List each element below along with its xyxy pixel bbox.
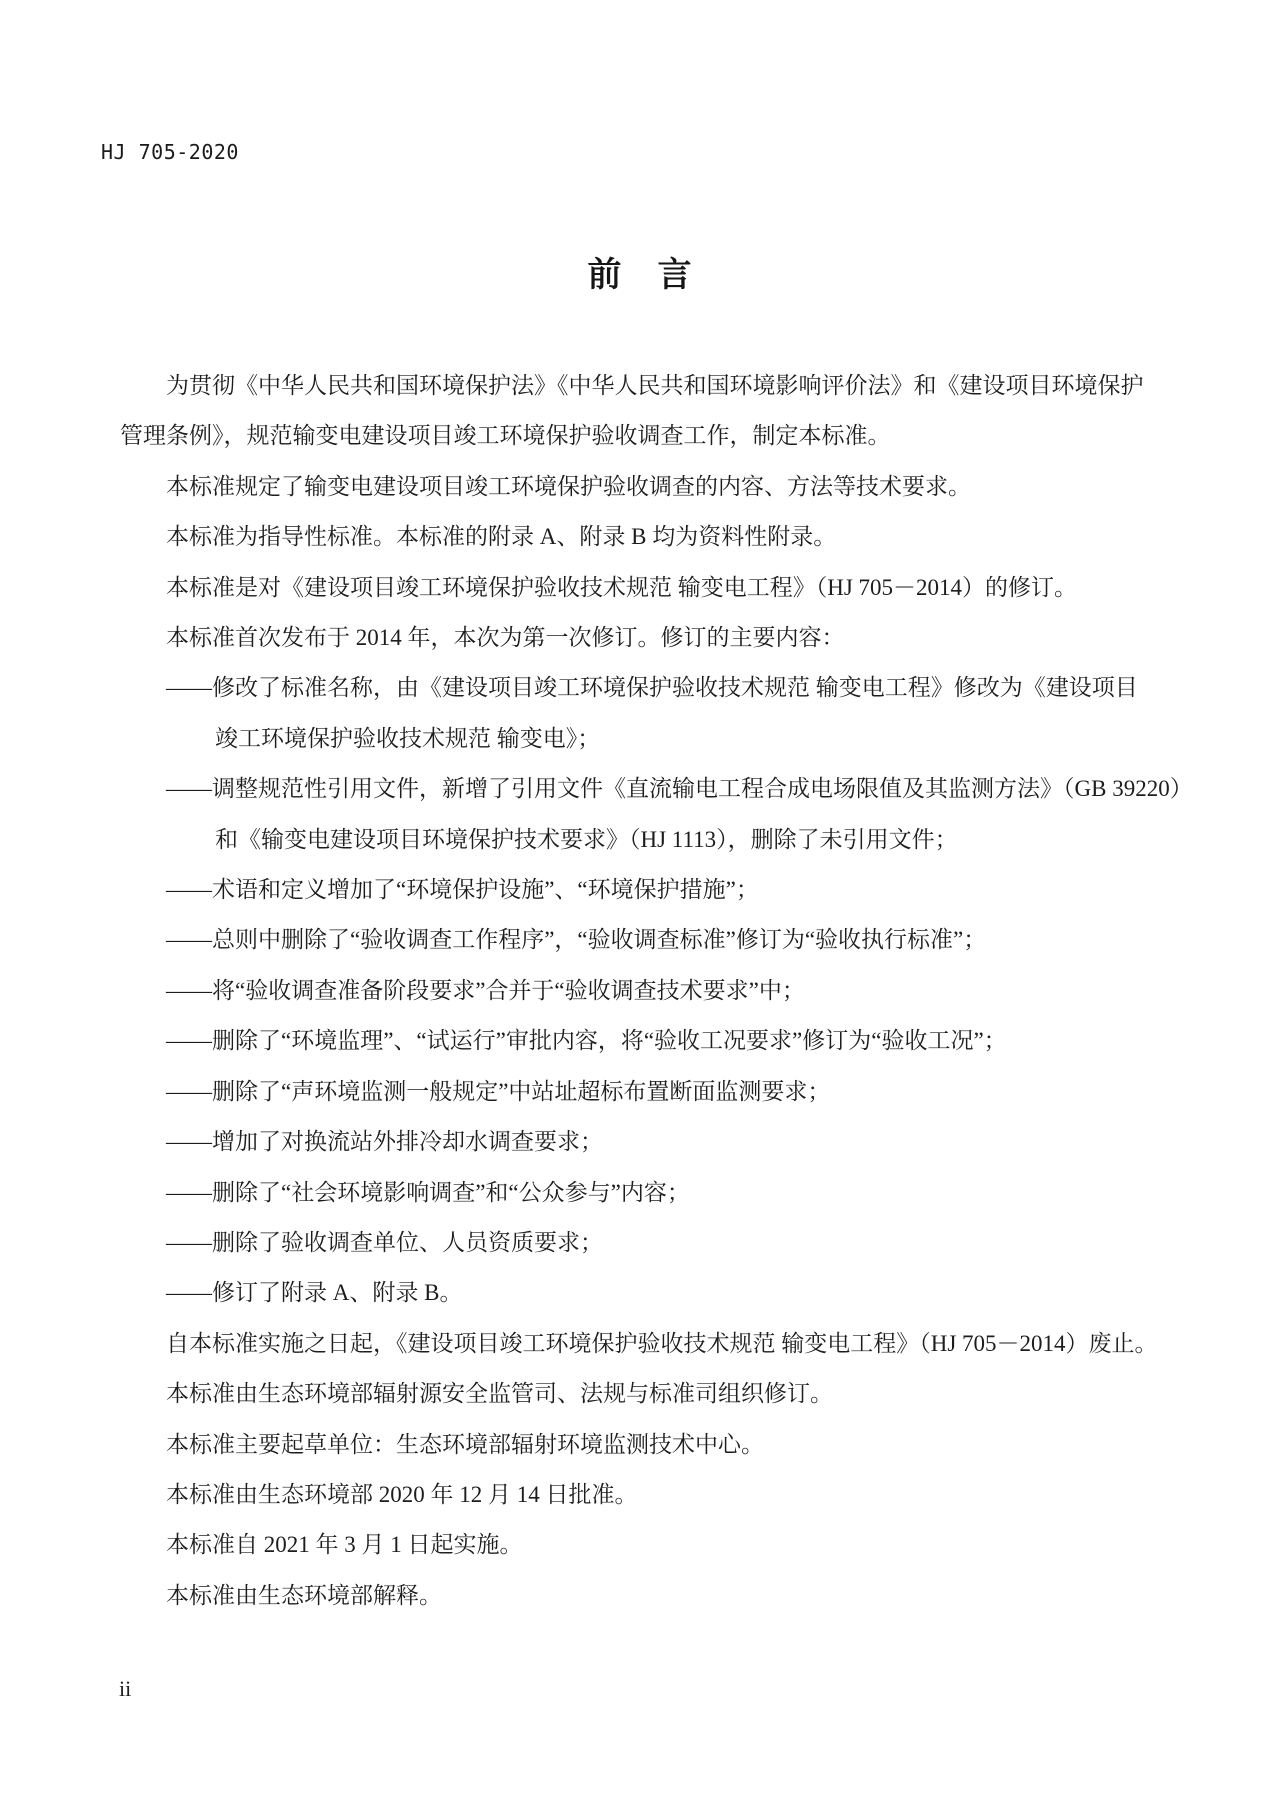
text-line: ——删除了“社会环境影响调查”和“公众参与”内容；: [166, 1179, 690, 1205]
text-line: 自本标准实施之日起，《建设项目竣工环境保护验收技术规范 输变电工程》（HJ 705－2014）废止。: [166, 1330, 1158, 1356]
text-line: 为贯彻《中华人民共和国环境保护法》《中华人民共和国环境影响评价法》和《建设项目环境保护: [166, 373, 1144, 398]
text-line: ——删除了“声环境监测一般规定”中站址超标布置断面监测要求；: [166, 1078, 831, 1104]
text-line: ——将“验收调查准备阶段要求”合并于“验收调查技术要求”中；: [166, 977, 805, 1003]
text-line: ——增加了对换流站外排冷却水调查要求；: [166, 1129, 603, 1155]
foreword-body: [120, 361, 1193, 1621]
text-line: ——删除了“环境监理”、“试运行”审批内容，将“验收工况要求”修订为“验收工况”；: [166, 1028, 1007, 1054]
page-title: 前 言: [587, 257, 693, 294]
text-line: ——修改了标准名称，由《建设项目竣工环境保护验收技术规范 输变电工程》修改为《建设项目: [166, 675, 1138, 701]
text-line: 本标准是对《建设项目竣工环境保护验收技术规范 输变电工程》（HJ 705－2014）的修订。: [166, 574, 1078, 600]
text-line: 本标准自 2021 年 3 月 1 日起实施。: [166, 1532, 523, 1558]
text-line: ——删除了验收调查单位、人员资质要求；: [166, 1229, 603, 1255]
text-line: 本标准由生态环境部辐射源安全监管司、法规与标准司组织修订。: [166, 1381, 833, 1407]
text-line: 管理条例》，规范输变电建设项目竣工环境保护验收调查工作，制定本标准。: [120, 423, 891, 449]
text-line: 本标准首次发布于 2014 年，本次为第一次修订。修订的主要内容：: [166, 625, 845, 651]
text-line: 竣工环境保护验收技术规范 输变电》；: [215, 725, 601, 751]
text-line: 本标准由生态环境部 2020 年 12 月 14 日批准。: [166, 1481, 638, 1507]
page-number: ii: [119, 1676, 132, 1701]
text-line: ——修订了附录 A、附录 B。: [166, 1280, 463, 1306]
text-line: 和《输变电建设项目环境保护技术要求》（HJ 1113），删除了未引用文件；: [215, 826, 958, 852]
text-line: 本标准主要起草单位：生态环境部辐射环境监测技术中心。: [166, 1431, 764, 1457]
text-line: 本标准规定了输变电建设项目竣工环境保护验收调查的内容、方法等技术要求。: [166, 473, 971, 499]
standard-number: HJ 705-2020: [101, 140, 239, 164]
text-line: 本标准由生态环境部解释。: [166, 1582, 442, 1608]
text-line: ——调整规范性引用文件，新增了引用文件《直流输电工程合成电场限值及其监测方法》（GB 39220）: [166, 776, 1193, 802]
text-line: ——术语和定义增加了“环境保护设施”、“环境保护措施”；: [166, 877, 759, 903]
text-line: 本标准为指导性标准。本标准的附录 A、附录 B 均为资料性附录。: [166, 524, 837, 550]
text-line: ——总则中删除了“验收调查工作程序”，“验收调查标准”修订为“验收执行标准”；: [166, 927, 987, 953]
